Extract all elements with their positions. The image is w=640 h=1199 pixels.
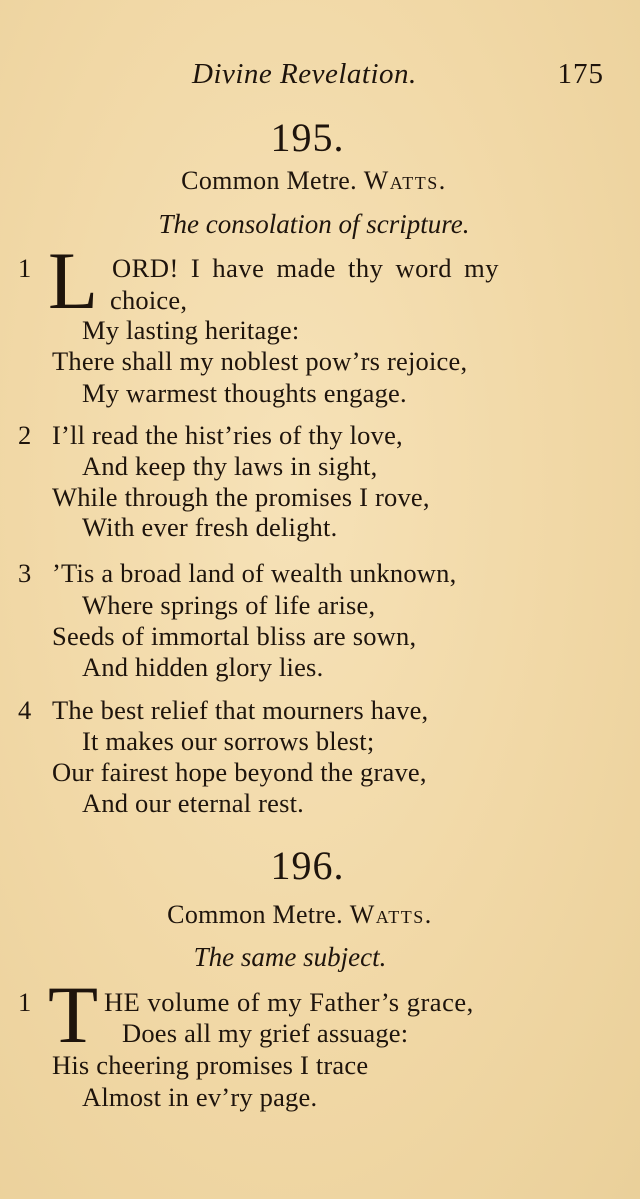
verse-line: ’Tis a broad land of wealth unknown,: [52, 558, 457, 588]
meter-line: [0, 900, 600, 930]
verse-line: And keep thy laws in sight,: [82, 451, 378, 481]
verse-number: 4: [18, 695, 32, 725]
verse-line: It makes our sorrows blest;: [82, 726, 375, 756]
running-title: Divine Revelation.: [192, 58, 417, 90]
meter-name: Common Metre.: [167, 900, 343, 929]
verse-line: My lasting heritage:: [82, 315, 300, 345]
verse-number: 3: [18, 558, 32, 588]
hymn-subject: The same subject.: [193, 942, 387, 972]
verse-line: My warmest thoughts engage.: [82, 378, 407, 408]
verse-line: The best relief that mourners have,: [52, 695, 429, 725]
verse-line: And hidden glory lies.: [82, 652, 324, 682]
verse-number: 2: [18, 420, 32, 450]
verse-line: With ever fresh delight.: [82, 512, 338, 542]
verse-line: HE volume of my Father’s grace,: [104, 987, 474, 1017]
verse-line: And our eternal rest.: [82, 788, 305, 818]
drop-cap: L: [48, 235, 99, 326]
verse-line: There shall my noblest pow’rs rejoice,: [52, 346, 468, 376]
verse-line: I’ll read the hist’ries of thy love,: [52, 420, 403, 450]
verse-line: While through the promises I rove,: [52, 482, 430, 512]
verse-line: Where springs of life arise,: [82, 590, 376, 620]
running-head: [0, 58, 640, 98]
hymn-number: 196.: [270, 843, 345, 888]
verse-line: Our fairest hope beyond the grave,: [52, 757, 427, 787]
verse-line: ORD! I have made thy word my: [112, 253, 499, 283]
verse-number: 1: [18, 987, 32, 1017]
author-name: Watts.: [349, 900, 433, 929]
verse-line: choice,: [110, 285, 188, 315]
verse-line: Does all my grief assuage:: [122, 1018, 409, 1048]
author-name: Watts.: [363, 166, 447, 195]
verse-line: His cheering promises I trace: [52, 1050, 369, 1080]
meter-name: Common Metre.: [181, 166, 357, 195]
page-number: 175: [557, 58, 604, 90]
verse-line: Almost in ev’ry page.: [82, 1082, 318, 1112]
verse-number: 1: [18, 253, 32, 283]
hymn-number: 195.: [270, 115, 345, 160]
hymn-subject: The consolation of scripture.: [158, 209, 470, 239]
drop-cap: T: [48, 969, 99, 1060]
meter-line: [0, 166, 628, 196]
verse-line: Seeds of immortal bliss are sown,: [52, 621, 417, 651]
